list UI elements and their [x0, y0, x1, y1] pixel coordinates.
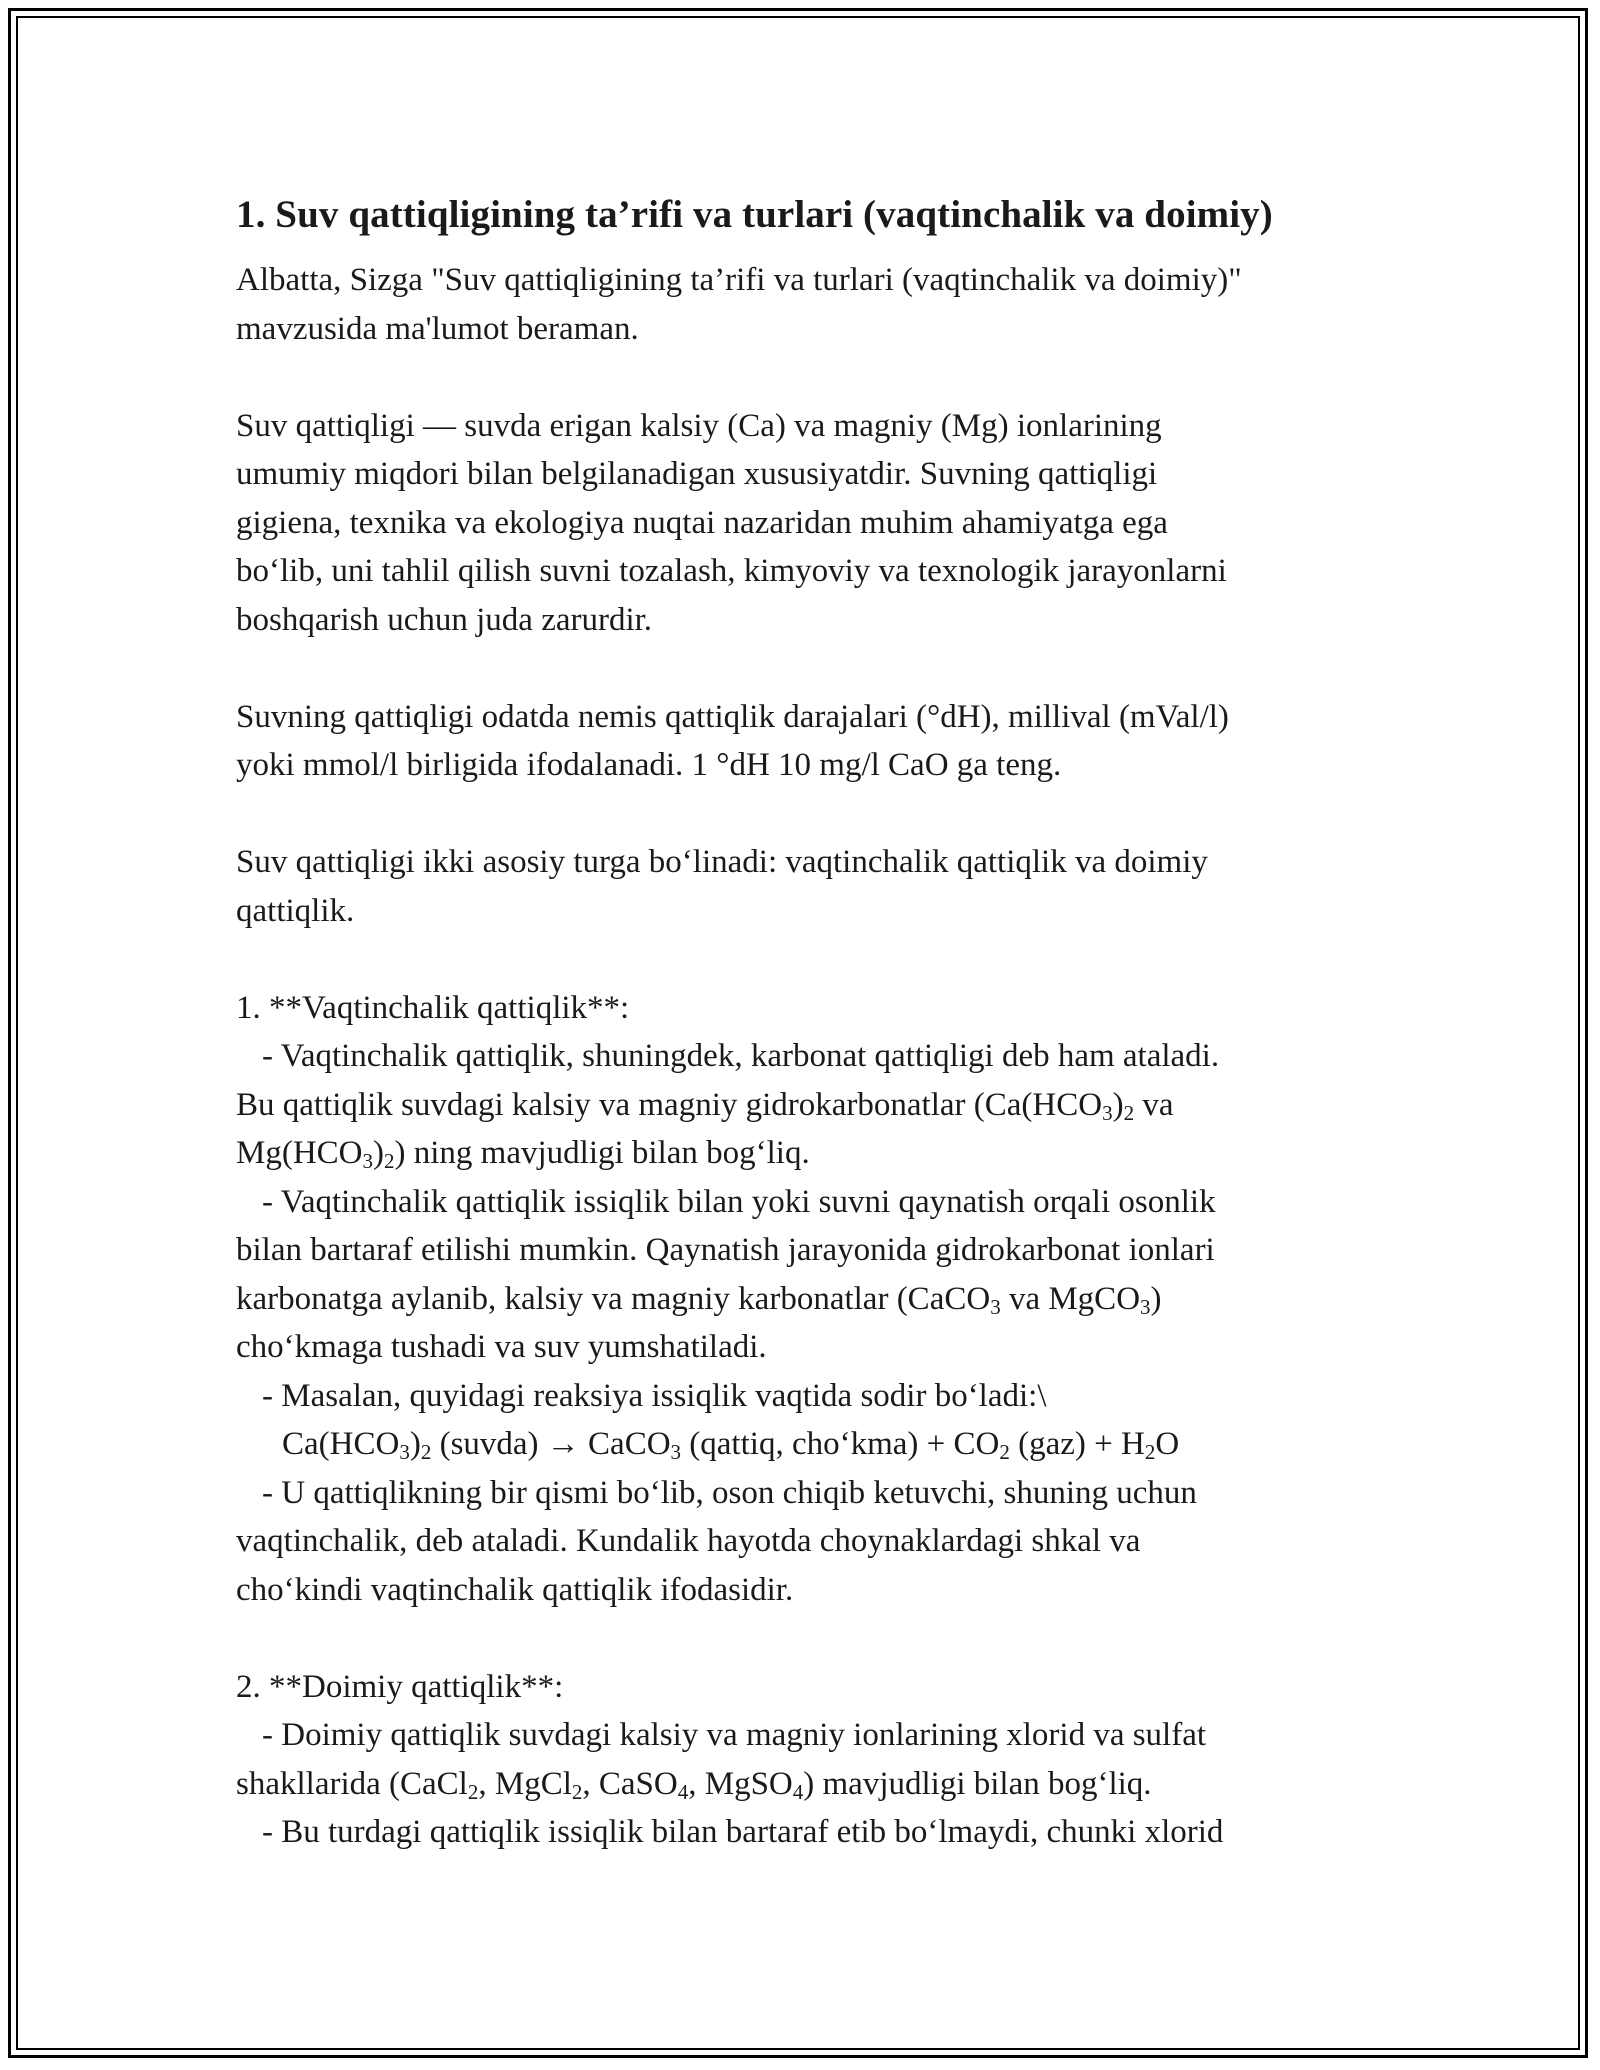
temporary-bullet-2-line-3 — [236, 1275, 1436, 1324]
text-fragment: Bu qattiqlik suvdagi kalsiy va magniy gidrokarbonatlar (Ca(HCO — [236, 1086, 1103, 1123]
subscript: 2 — [571, 1779, 583, 1804]
permanent-heading: 2. **Doimiy qattiqlik**: — [236, 1668, 564, 1705]
temporary-bullet-4-line-2: vaqtinchalik, deb ataladi. Kundalik hayotda choynaklardagi shkal va — [236, 1523, 1141, 1559]
text-fragment: , MgSO — [688, 1765, 793, 1802]
subscript: 3 — [362, 1149, 374, 1173]
text-fragment: (gaz) + H — [1009, 1426, 1145, 1462]
subscript: 3 — [990, 1294, 1001, 1319]
subscript: 3 — [1102, 1100, 1113, 1125]
temporary-bullet-1-line-3 — [236, 1129, 1436, 1178]
definition-line-5: boshqarish uchun juda zarurdir. — [236, 601, 653, 638]
reaction-equation — [236, 1420, 1436, 1469]
intro-line-2: mavzusida ma'lumot beraman. — [236, 310, 639, 347]
text-fragment: ) — [373, 1135, 385, 1171]
subscript: 2 — [1144, 1440, 1156, 1464]
document-body — [236, 256, 1436, 1857]
temporary-bullet-2-line-1: - Vaqtinchalik qattiqlik issiqlik bilan yoki suvni qaynatish orqali osonlik — [262, 1183, 1216, 1220]
temporary-bullet-1-line-2 — [236, 1081, 1436, 1130]
text-fragment: , MgCl — [478, 1765, 572, 1802]
text-fragment: ) — [1112, 1086, 1124, 1123]
subscript: 2 — [467, 1779, 479, 1804]
types-line-2: qattiqlik. — [236, 892, 355, 929]
permanent-bullet-1-line-2 — [236, 1760, 1436, 1809]
subscript: 2 — [384, 1149, 395, 1173]
text-fragment: va MgCO — [1000, 1280, 1141, 1317]
definition-line-3: gigiena, texnika va ekologiya nuqtai nazaridan muhim ahamiyatga ega — [236, 504, 1168, 541]
permanent-bullet-1-line-1: - Doimiy qattiqlik suvdagi kalsiy va magniy ionlarining xlorid va sulfat — [262, 1717, 1207, 1753]
text-fragment: ) ning mavjudligi bilan bog‘liq. — [394, 1135, 810, 1171]
temporary-bullet-2-line-4: cho‘kmaga tushadi va suv yumshatiladi. — [236, 1329, 767, 1365]
temporary-bullet-4-line-1: - U qattiqlikning bir qismi bo‘lib, oson chiqib ketuvchi, shuning uchun — [262, 1474, 1197, 1511]
paragraph-gap — [236, 935, 1436, 984]
subscript: 2 — [1123, 1100, 1135, 1125]
text-fragment: Ca(HCO — [282, 1426, 400, 1462]
definition-line-2: umumiy miqdori bilan belgilanadigan xususiyatdir. Suvning qattiqligi — [236, 456, 1158, 492]
temporary-bullet-4-line-3: cho‘kindi vaqtinchalik qattiqlik ifodasidir. — [236, 1571, 794, 1608]
text-fragment: Mg(HCO — [236, 1135, 363, 1171]
definition-line-4: bo‘lib, uni tahlil qilish suvni tozalash, kimyoviy va texnologik jarayonlarni — [236, 553, 1227, 589]
subscript: 3 — [399, 1440, 410, 1464]
text-fragment: , CaSO — [582, 1765, 678, 1802]
text-fragment: (qattiq, cho‘kma) + CO — [681, 1426, 1000, 1462]
subscript: 3 — [1140, 1294, 1151, 1319]
definition-line-1: Suv qattiqligi — suvda erigan kalsiy (Ca) va magniy (Mg) ionlarining — [236, 407, 1162, 444]
intro-line-1: Albatta, Sizga "Suv qattiqligining ta’rifi va turlari (vaqtinchalik va doimiy)" — [236, 262, 1242, 298]
text-fragment: ) mavjudligi bilan bog‘liq. — [803, 1765, 1152, 1802]
units-line-1: Suvning qattiqligi odatda nemis qattiqlik darajalari (°dH), millival (mVal/l) — [236, 698, 1229, 735]
text-fragment: ) — [409, 1426, 421, 1462]
document-content — [236, 186, 1436, 1857]
paragraph-gap — [236, 353, 1436, 402]
types-line-1: Suv qattiqligi ikki asosiy turga bo‘linadi: vaqtinchalik qattiqlik va doimiy — [236, 844, 1208, 880]
text-fragment: O — [1155, 1426, 1180, 1462]
permanent-bullet-2-line-1: - Bu turdagi qattiqlik issiqlik bilan bartaraf etib bo‘lmaydi, chunki xlorid — [262, 1814, 1224, 1850]
temporary-bullet-2-line-2: bilan bartaraf etilishi mumkin. Qaynatish jarayonida gidrokarbonat ionlari — [236, 1232, 1215, 1268]
subscript: 3 — [670, 1440, 682, 1464]
paragraph-gap — [236, 644, 1436, 693]
subscript: 4 — [677, 1779, 689, 1804]
units-line-2: yoki mmol/l birligida ifodalanadi. 1 °dH 10 mg/l CaO ga teng. — [236, 747, 1062, 783]
page-title: 1. Suv qattiqligining ta’rifi va turlari (vaqtinchalik va doimiy) — [236, 193, 1273, 236]
text-fragment: va — [1134, 1086, 1174, 1123]
text-fragment: karbonatga aylanib, kalsiy va magniy karbonatlar (CaCO — [236, 1280, 991, 1317]
paragraph-gap — [236, 790, 1436, 839]
temporary-bullet-3-line-1: - Masalan, quyidagi reaksiya issiqlik vaqtida sodir bo‘ladi:\ — [262, 1377, 1047, 1414]
subscript: 4 — [792, 1779, 804, 1804]
text-fragment: (suvda) → CaCO — [431, 1426, 671, 1462]
subscript: 2 — [420, 1440, 432, 1464]
temporary-bullet-1-line-1: - Vaqtinchalik qattiqlik, shuningdek, karbonat qattiqligi deb ham ataladi. — [262, 1038, 1220, 1074]
paragraph-gap — [236, 1614, 1436, 1663]
temporary-heading: 1. **Vaqtinchalik qattiqlik**: — [236, 989, 630, 1026]
text-fragment: ) — [1150, 1280, 1162, 1317]
text-fragment: shakllarida (CaCl — [236, 1765, 468, 1802]
subscript: 2 — [999, 1440, 1010, 1464]
